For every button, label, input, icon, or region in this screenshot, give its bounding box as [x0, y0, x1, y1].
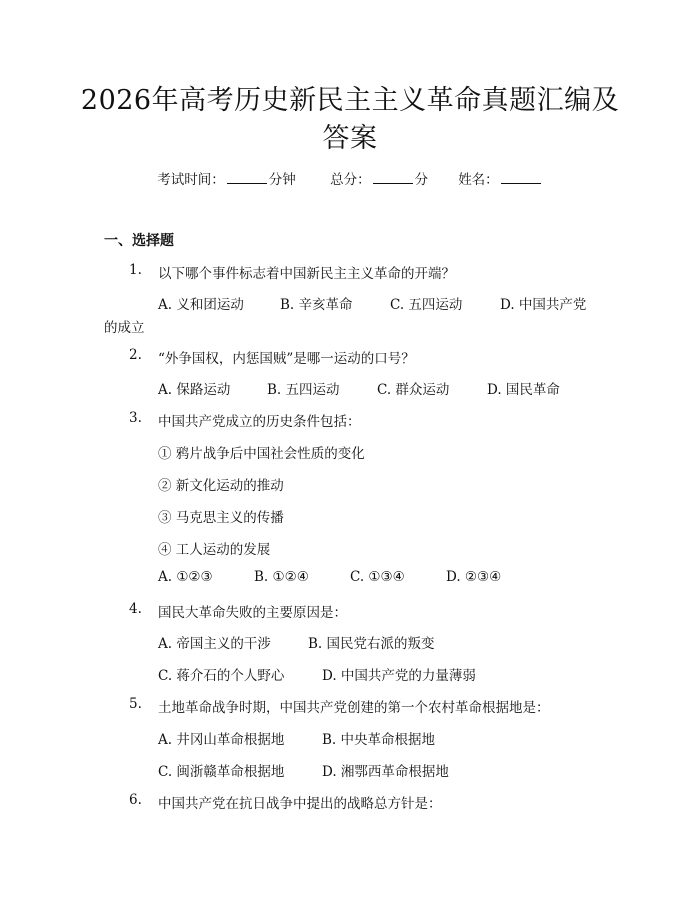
option-row	[158, 569, 501, 585]
question-number: 4.	[129, 601, 142, 617]
option-row	[158, 378, 560, 398]
option-row	[158, 664, 476, 684]
option-a: A. 义和团运动	[158, 297, 244, 313]
name-blank	[501, 171, 541, 184]
option-c: C. 闽浙赣革命根据地	[158, 764, 285, 780]
option-b: B. 中央革命根据地	[322, 732, 436, 748]
option-d: D. 中国共产党的力量薄弱	[322, 668, 476, 684]
question-text: “外争国权，内惩国贼”是哪一运动的口号？	[158, 351, 415, 367]
option-wrap: 的成立	[104, 320, 145, 336]
option-a: A. 井冈山革命根据地	[158, 732, 285, 748]
question-number: 2.	[129, 347, 142, 363]
statement-item: ② 新文化运动的推动	[158, 478, 284, 494]
option-b: B. ①②④	[254, 569, 309, 585]
option-row	[158, 293, 586, 313]
option-a: A. 保路运动	[158, 382, 231, 398]
option-a: A. ①②③	[158, 569, 213, 585]
question-number: 1.	[129, 262, 142, 278]
question-number: 5.	[129, 696, 142, 712]
statement-item: ③ 马克思主义的传播	[158, 510, 284, 526]
score-unit: 分	[414, 172, 429, 188]
option-a: A. 帝国主义的干涉	[158, 636, 271, 652]
question-text: 国民大革命失败的主要原因是：	[158, 605, 347, 621]
option-d: D. ②③④	[446, 569, 502, 585]
question-text: 中国共产党在抗日战争中提出的战略总方针是：	[158, 796, 442, 812]
title-line-2: 答案	[322, 123, 378, 154]
option-b: B. 辛亥革命	[280, 297, 353, 313]
question-text: 中国共产党成立的历史条件包括：	[158, 414, 361, 430]
score-blank	[373, 171, 413, 184]
exam-meta	[0, 168, 700, 188]
section-heading: 一、选择题	[104, 233, 174, 249]
option-row	[158, 760, 449, 780]
question-text: 土地革命战争时期，中国共产党创建的第一个农村革命根据地是：	[158, 700, 550, 716]
option-d: D. 国民革命	[487, 382, 560, 398]
option-row	[158, 632, 435, 652]
option-c: C. 蒋介石的个人野心	[158, 668, 285, 684]
statement-item: ① 鸦片战争后中国社会性质的变化	[158, 446, 365, 462]
option-d: D. 中国共产党	[500, 297, 587, 313]
question-text: 以下哪个事件标志着中国新民主主义革命的开端？	[158, 266, 455, 282]
time-blank	[227, 171, 267, 184]
name-label: 姓名：	[458, 172, 499, 188]
option-d: D. 湘鄂西革命根据地	[322, 764, 449, 780]
page-title	[60, 82, 640, 158]
question-number: 6.	[129, 792, 142, 808]
option-row	[158, 728, 435, 748]
option-b: B. 五四运动	[267, 382, 340, 398]
question-number: 3.	[129, 410, 142, 426]
time-label: 考试时间：	[157, 172, 225, 188]
time-unit: 分钟	[268, 172, 296, 188]
option-b: B. 国民党右派的叛变	[308, 636, 435, 652]
title-line-1: 2026年高考历史新民主主义革命真题汇编及	[80, 85, 620, 116]
option-c: C. 群众运动	[377, 382, 450, 398]
option-c: C. ①③④	[350, 569, 405, 585]
statement-item: ④ 工人运动的发展	[158, 542, 271, 558]
option-c: C. 五四运动	[390, 297, 463, 313]
score-label: 总分：	[330, 172, 371, 188]
